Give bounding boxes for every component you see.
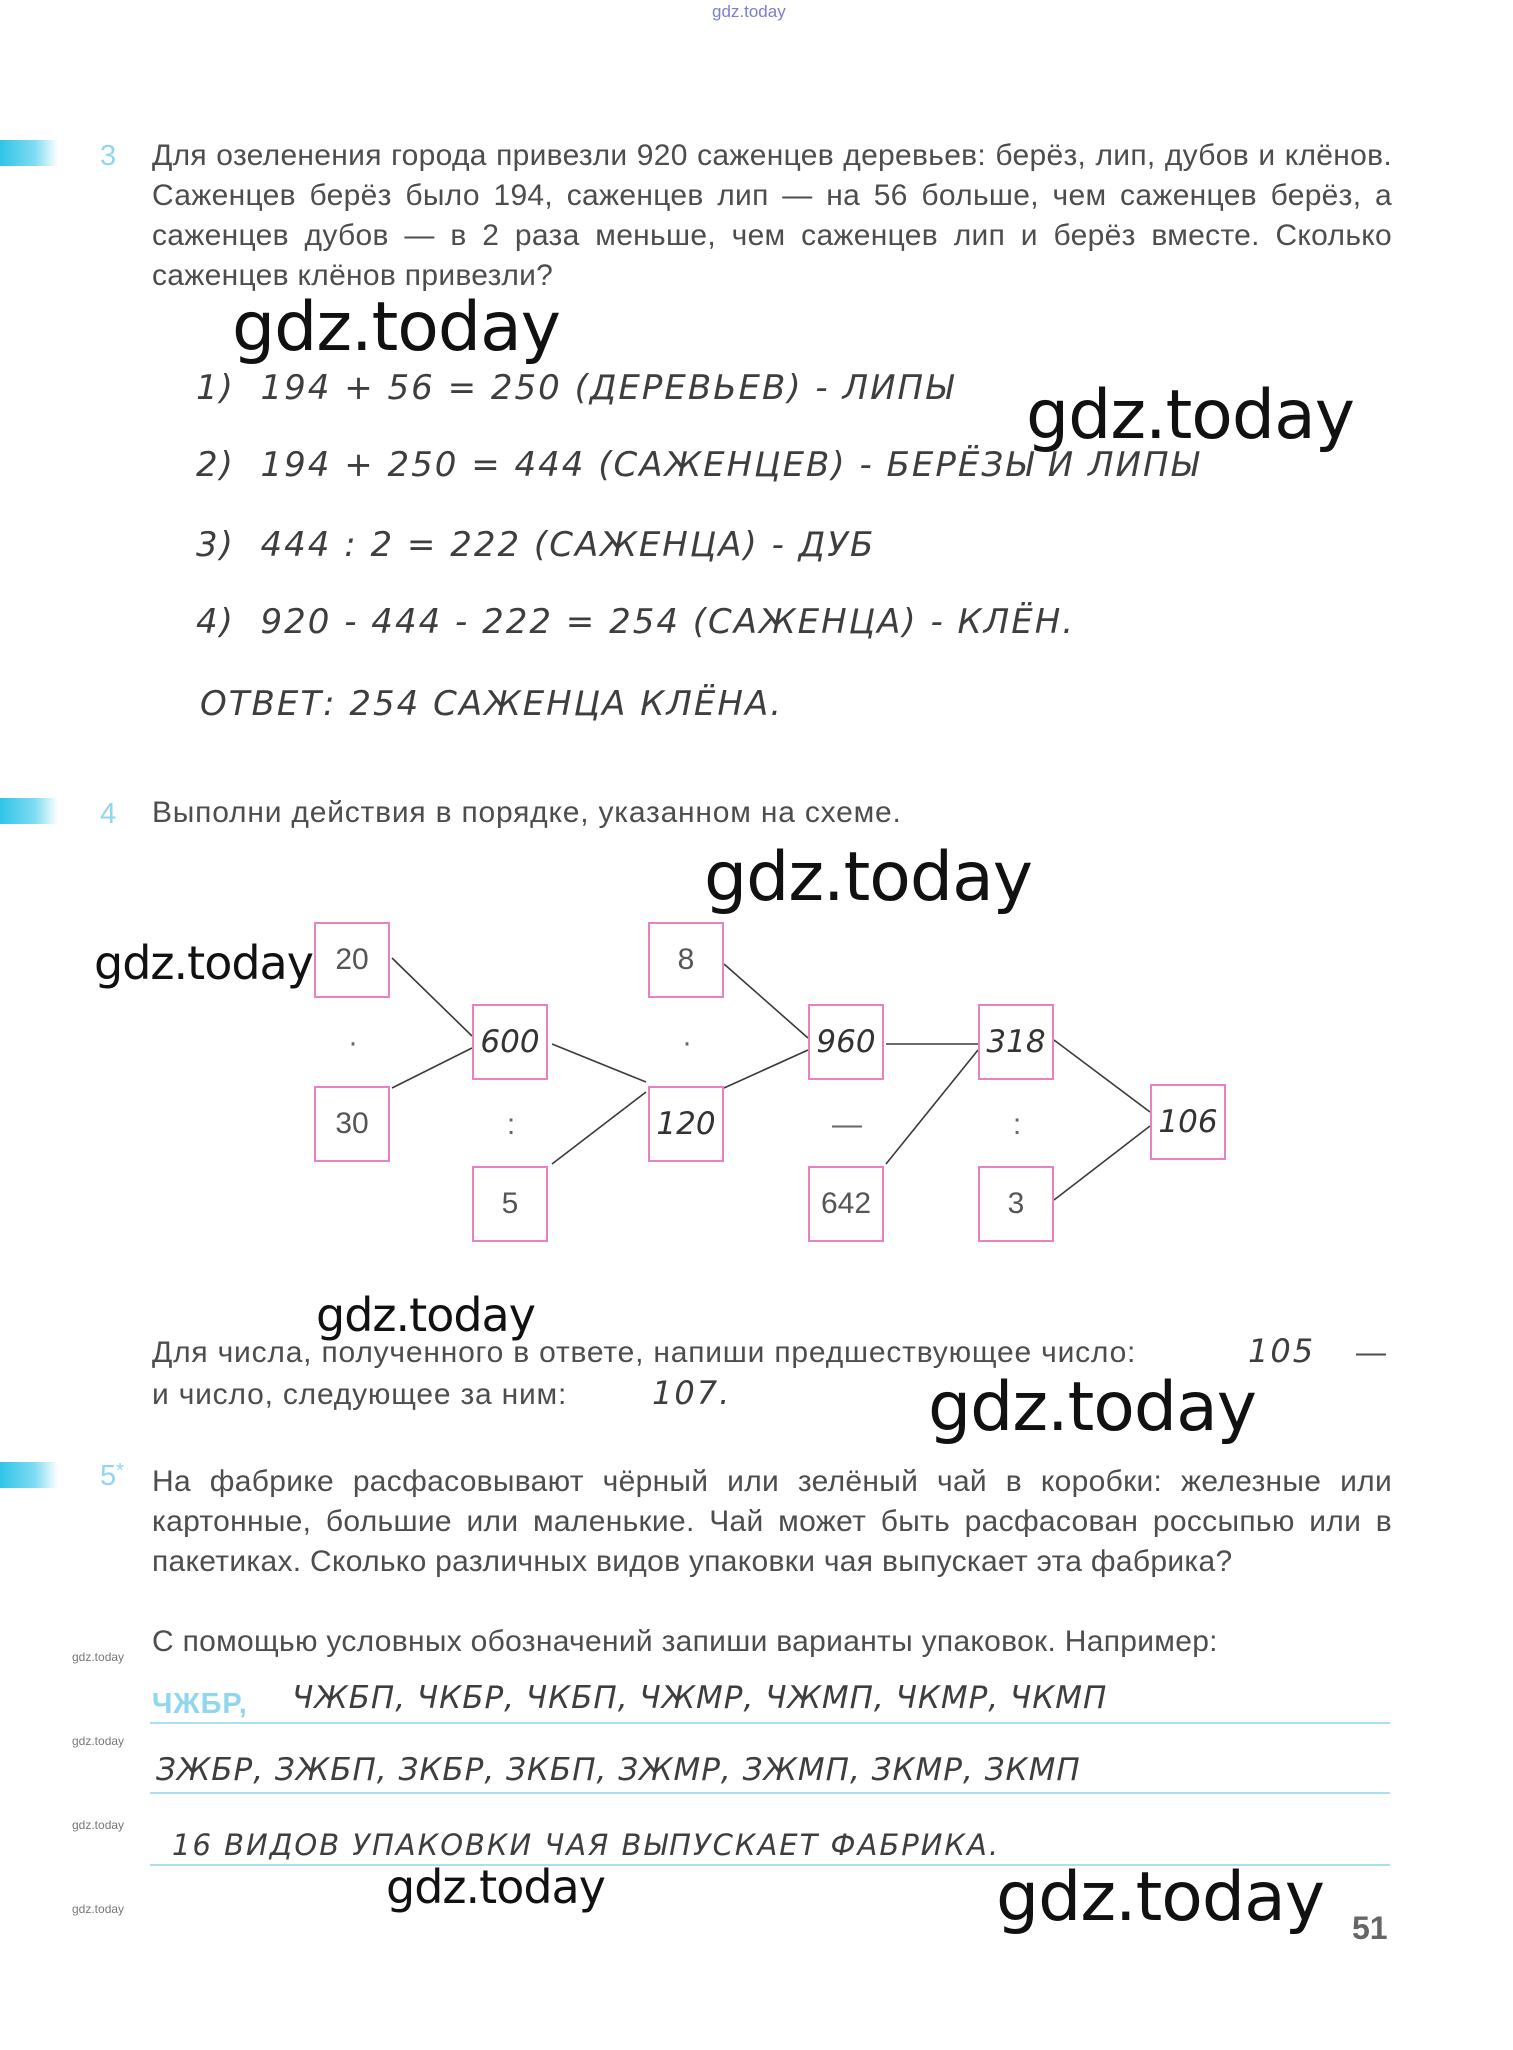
- example-code: ЧЖБР,: [152, 1688, 248, 1720]
- task4-text: Выполни действия в порядке, указанном на схеме.: [152, 796, 902, 829]
- step-number: 1): [196, 368, 235, 408]
- task5-star: *: [116, 1460, 124, 1482]
- answer-line-3: 16 ВИДОВ УПАКОВКИ ЧАЯ ВЫПУСКАЕТ ФАБРИКА.: [172, 1828, 1001, 1862]
- edge: [886, 1050, 978, 1164]
- watermark: gdz.today: [386, 1860, 605, 1914]
- edge: [392, 1048, 472, 1088]
- box-642: 642: [808, 1166, 884, 1242]
- watermark: gdz.today: [996, 1858, 1324, 1937]
- answer-rule-1: [150, 1722, 1390, 1724]
- step-number: 2): [196, 445, 235, 485]
- task5-text: На фабрике расфасовывают чёрный или зелёный чай в коробки: железные или картонные, большие или маленькие. Чай может быть расфасован россыпью или в пакетиках. Сколько различных видов упаковки чая выпускает эта фабрика?: [152, 1465, 1392, 1578]
- box-3: 3: [978, 1166, 1054, 1242]
- op-divide-2: :: [1012, 1108, 1022, 1141]
- watermark: gdz.today: [232, 288, 560, 367]
- watermark-small: gdz.today: [72, 1818, 125, 1832]
- dash: —: [1356, 1336, 1387, 1369]
- edge: [724, 964, 808, 1038]
- edge: [724, 1050, 808, 1088]
- box-8: 8: [648, 922, 724, 998]
- step-number: 3): [196, 525, 235, 565]
- answer-rule-2: [150, 1792, 1390, 1794]
- box-20: 20: [314, 922, 390, 998]
- edge: [1054, 1040, 1150, 1112]
- task5-instruction: С помощью условных обозначений запиши варианты упаковок. Например:: [152, 1625, 1218, 1658]
- task5-marker: [0, 1462, 58, 1488]
- page-number: 51: [1352, 1910, 1388, 1946]
- followup-text-1: Для числа, полученного в ответе, напиши предшествующее число:: [152, 1336, 1137, 1369]
- watermark-small: gdz.today: [72, 1650, 125, 1664]
- op-multiply-2: ·: [682, 1026, 692, 1059]
- step-text: 194 + 250 = 444 (САЖЕНЦЕВ) - БЕРЁЗЫ И ЛИПЫ: [260, 445, 1201, 485]
- watermark: gdz.today: [316, 1288, 535, 1342]
- top-watermark: gdz.today: [712, 2, 786, 21]
- edge: [552, 1044, 646, 1082]
- watermark: gdz.today: [94, 936, 313, 990]
- next-number: 107.: [652, 1374, 732, 1412]
- followup-row-2: [152, 1374, 732, 1412]
- box-960: 960: [808, 1004, 884, 1080]
- answer-line: ОТВЕТ: 254 САЖЕНЦА КЛЁНА.: [200, 684, 784, 724]
- step-text: 920 - 444 - 222 = 254 (САЖЕНЦА) - КЛЁН.: [260, 602, 1076, 642]
- op-divide-1: :: [506, 1108, 516, 1141]
- task5-number: [100, 1460, 124, 1493]
- watermark: gdz.today: [704, 838, 1032, 917]
- step-text: 194 + 56 = 250 (ДЕРЕВЬЕВ) - ЛИПЫ: [260, 368, 955, 408]
- box-5: 5: [472, 1166, 548, 1242]
- op-minus: —: [832, 1108, 862, 1141]
- watermark-small: gdz.today: [72, 1902, 125, 1916]
- answer-line-2: ЗЖБР, ЗЖБП, ЗКБР, ЗКБП, ЗЖМР, ЗЖМП, ЗКМР, ЗКМП: [156, 1752, 1081, 1788]
- task4-number: 4: [100, 798, 117, 830]
- edge: [1054, 1126, 1150, 1200]
- step-text: 444 : 2 = 222 (САЖЕНЦА) - ДУБ: [260, 525, 876, 565]
- prev-number: 105: [1248, 1332, 1316, 1370]
- answer-line-1: ЧЖБП, ЧКБР, ЧКБП, ЧЖМР, ЧЖМП, ЧКМР, ЧКМП: [292, 1680, 1108, 1716]
- task3-text: Для озеленения города привезли 920 саженцев деревьев: берёз, лип, дубов и клёнов. Саженцев берёз было 194, саженцев лип — на 56 больше, чем саженцев берёз, а саженцев дубов — в 2 раза меньше, чем саженцев лип и берёз вместе. Сколько саженцев клёнов привезли?: [152, 139, 1392, 292]
- edge: [552, 1092, 646, 1164]
- task3-number: 3: [100, 140, 117, 172]
- watermark: gdz.today: [1026, 376, 1354, 455]
- box-106: 106: [1150, 1084, 1226, 1160]
- box-318: 318: [978, 1004, 1054, 1080]
- watermark-small: gdz.today: [72, 1734, 125, 1748]
- box-120: 120: [648, 1086, 724, 1162]
- watermark: gdz.today: [928, 1368, 1256, 1447]
- op-multiply-1: ·: [348, 1026, 358, 1059]
- box-600: 600: [472, 1004, 548, 1080]
- box-30: 30: [314, 1086, 390, 1162]
- task5-number-text: 5: [100, 1460, 117, 1492]
- step-number: 4): [196, 602, 235, 642]
- followup-text-2: и число, следующее за ним:: [152, 1378, 568, 1411]
- edge: [392, 958, 472, 1036]
